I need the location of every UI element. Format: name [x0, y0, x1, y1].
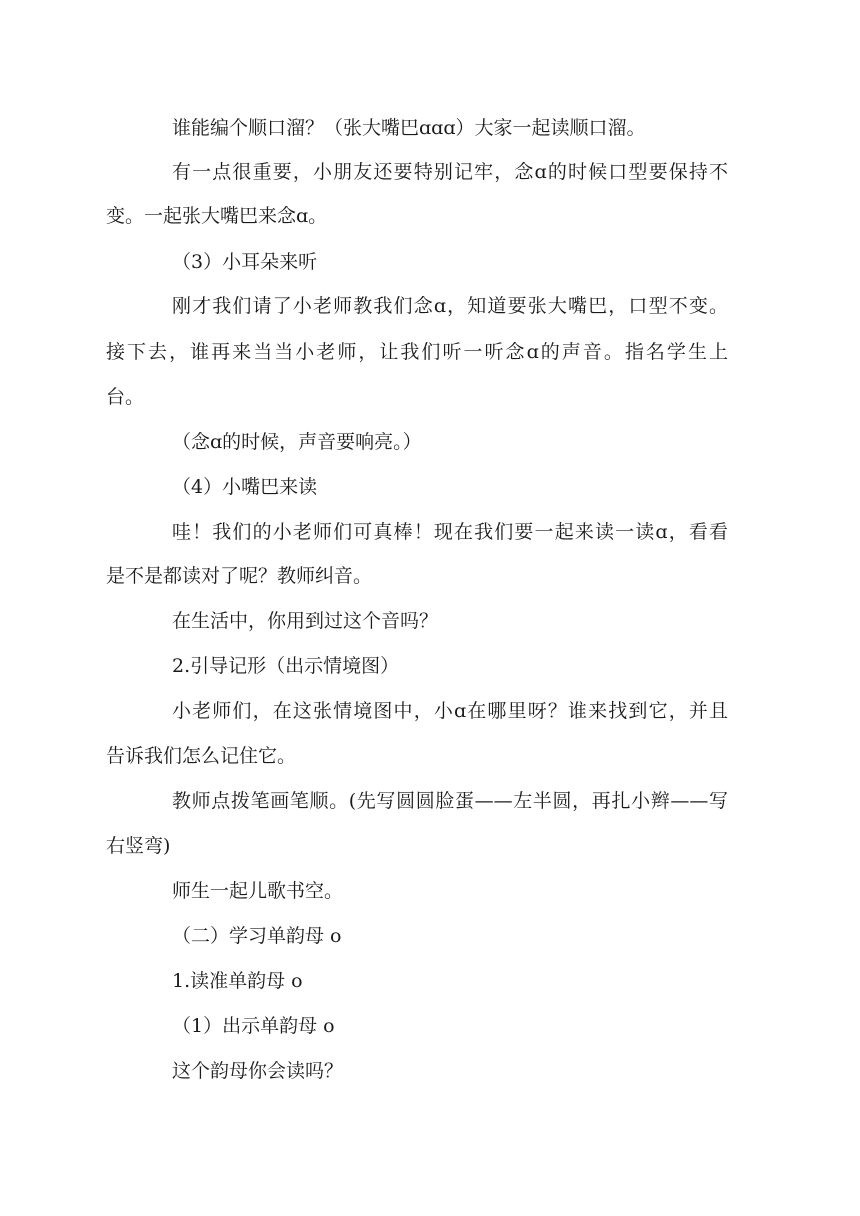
document-page: 谁能编个顺口溜？（张大嘴巴ɑɑɑ）大家一起读顺口溜。 有一点很重要，小朋友还要特别记牢，念ɑ的时候口型要保持不 变。一起张大嘴巴来念ɑ。 （3）小耳朵来听 刚才我们请了小老师教我们念ɑ，知道要张大嘴巴，口型不变。 接下去，谁再来当当小老师，让我们听一听念ɑ的声音。指名学生上 台。 （念ɑ的时候，声音要响亮。） （4）小嘴巴来读 哇！我们的小老师们可真棒！现在我们要一起来读一读ɑ，看看 是不是都读对了呢？教师纠音。 在生活中，你用到过这个音吗？ 2.引导记形（出示情境图） 小老师们，在这张情境图中，小ɑ在哪里呀？谁来找到它，并且 告诉我们怎么记住它。 教师点拨笔画笔顺。(先写圆圆脸蛋——左半圆，再扎小辫——写 右竖弯) 师生一起儿歌书空。 （二）学习单韵母 o 1.读准单韵母 o （1）出示单韵母 o 这个韵母你会读吗？ [106, 117, 728, 1082]
